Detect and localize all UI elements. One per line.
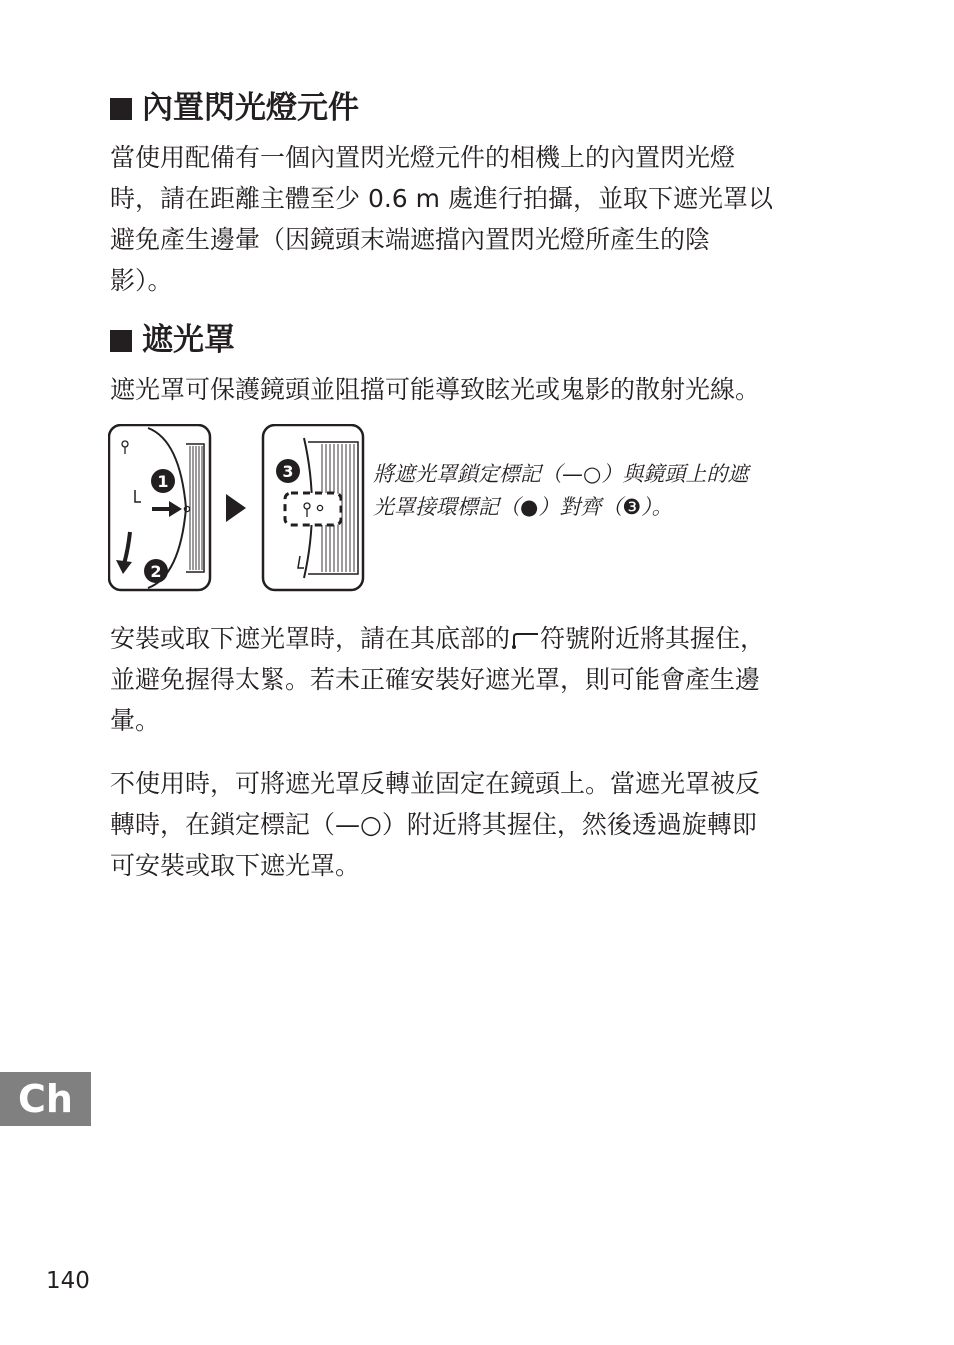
- step-1-marker: [151, 469, 175, 493]
- hood-intro: [110, 369, 850, 410]
- text-line: 影）。: [110, 266, 173, 295]
- flash-paragraph: [110, 137, 850, 301]
- text-segment: 安裝或取下遮光罩時，請在其底部的: [110, 624, 511, 653]
- hood-reverse-paragraph: [110, 763, 850, 886]
- svg-text:1: 1: [157, 472, 169, 491]
- svg-text:3: 3: [282, 462, 294, 481]
- lens-hood-illustration: [108, 424, 366, 594]
- grip-mark-icon: [510, 631, 540, 649]
- text-line: 避免產生邊暈（因鏡頭末端遮擋內置閃光燈所產生的陰: [110, 225, 711, 254]
- hood-section-title: 遮光罩: [142, 322, 235, 358]
- text-line: [110, 618, 850, 659]
- caption-line: 將遮光罩鎖定標記（—○）與鏡頭上的遮: [373, 462, 749, 486]
- step-2-marker: [144, 559, 168, 583]
- text-line: 遮光罩可保護鏡頭並阻擋可能導致眩光或鬼影的散射光線。: [110, 375, 761, 404]
- svg-text:2: 2: [150, 562, 162, 581]
- text-line: 可安裝或取下遮光罩。: [110, 851, 361, 880]
- flash-section-title: 內置閃光燈元件: [142, 90, 359, 126]
- text-segment: 符號附近將其握住，: [540, 624, 766, 653]
- step-3-marker: [276, 459, 300, 483]
- text-line: 當使用配備有一個內置閃光燈元件的相機上的內置閃光燈: [110, 143, 736, 172]
- panel-aligned: [263, 425, 363, 590]
- hood-section-heading: [110, 320, 235, 360]
- square-bullet-icon: [110, 330, 132, 352]
- text-line: 暈。: [110, 706, 161, 735]
- next-step-triangle: [226, 494, 246, 522]
- language-tab: Ch: [0, 1072, 91, 1126]
- square-bullet-icon: [110, 98, 132, 120]
- text-line: 不使用時，可將遮光罩反轉並固定在鏡頭上。當遮光罩被反: [110, 769, 761, 798]
- text-line: 轉時，在鎖定標記（—○）附近將其握住，然後透過旋轉即: [110, 810, 757, 839]
- hood-attach-paragraph: [110, 618, 850, 741]
- text-line: 並避免握得太緊。若未正確安裝好遮光罩，則可能會產生邊: [110, 665, 761, 694]
- page-number: 140: [46, 1268, 90, 1294]
- flash-section-heading: [110, 88, 359, 128]
- panel-attach-rotate: [109, 425, 210, 590]
- figure-caption: [373, 458, 853, 524]
- caption-line: 光罩接環標記（●）對齊（❸）。: [373, 495, 673, 519]
- text-line: 時，請在距離主體至少 0.6 m 處進行拍攝，並取下遮光罩以: [110, 184, 773, 213]
